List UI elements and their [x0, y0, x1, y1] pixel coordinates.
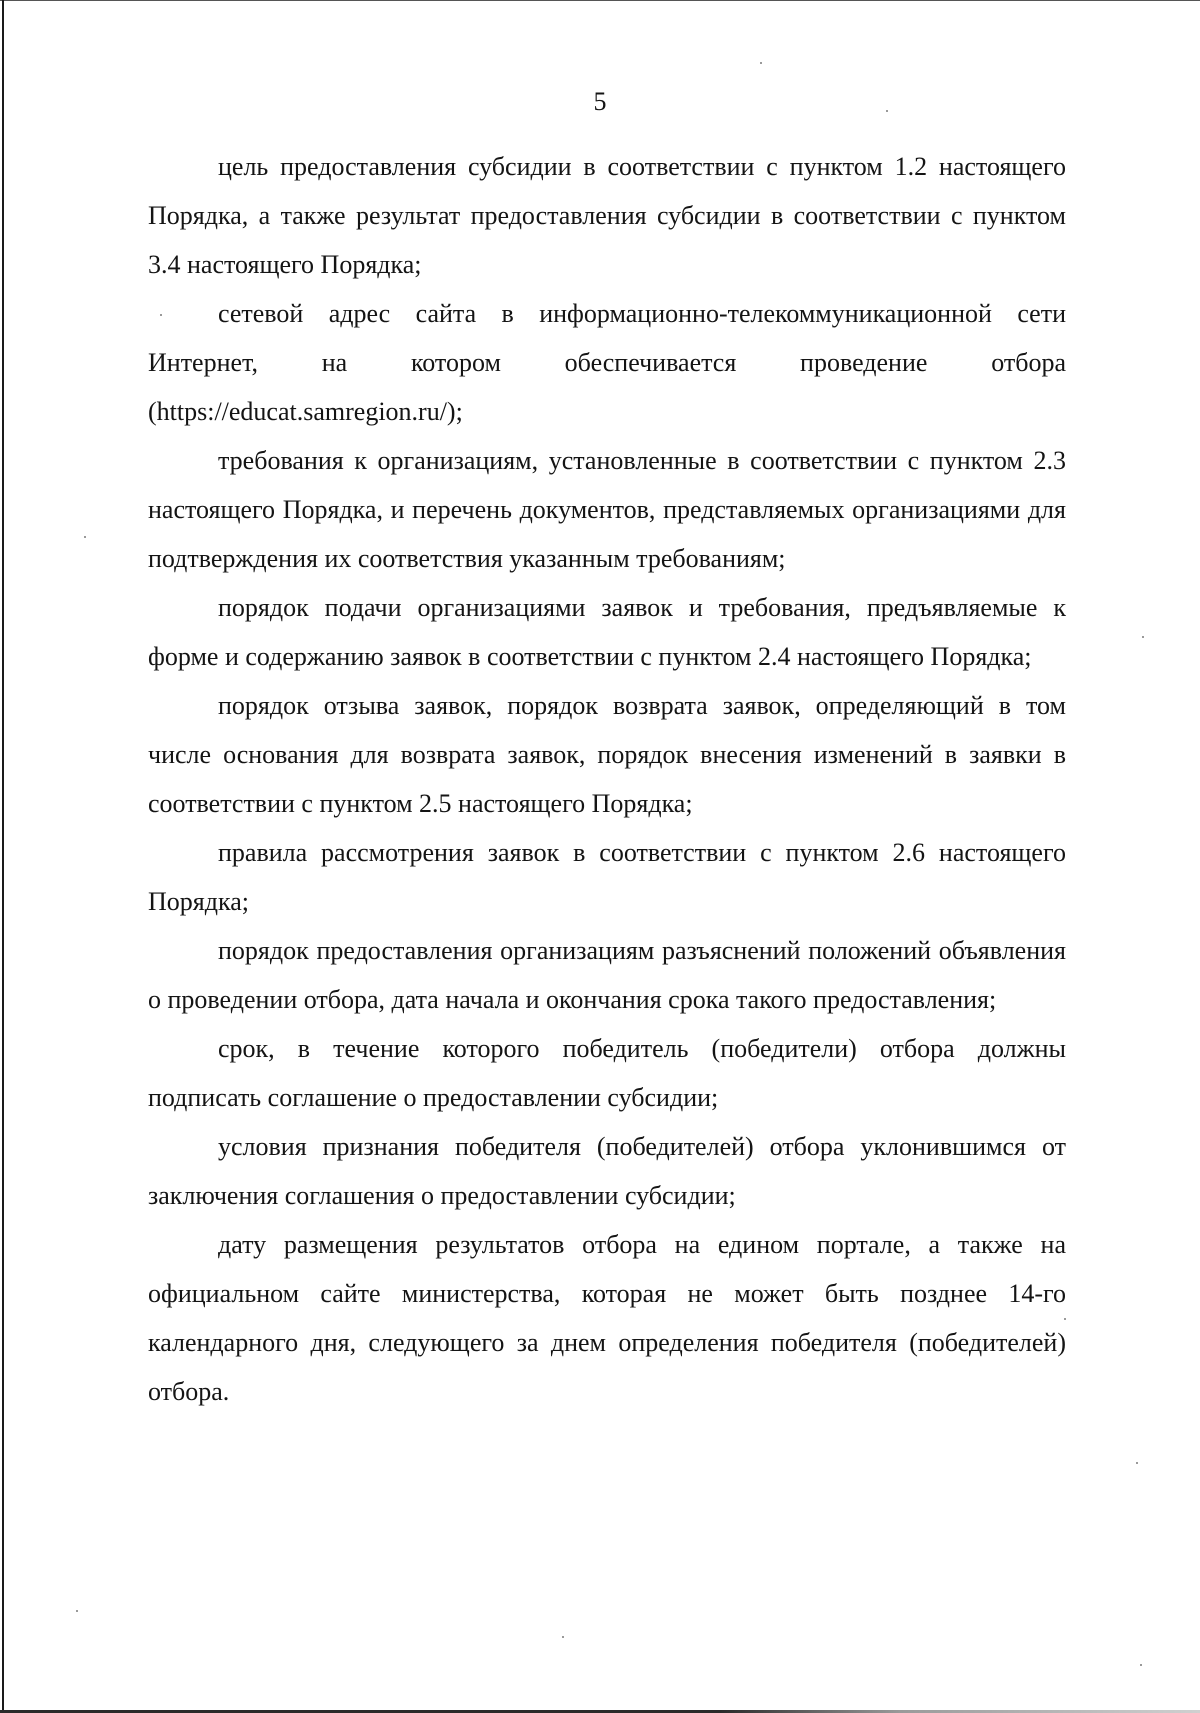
paragraph-application-withdrawal: порядок отзыва заявок, порядок возврата заявок, определяющий в том числе основания для возврата заявок, порядок внесения изменений в заявки в соответствии с пунктом 2.5 настоящего Порядка;	[148, 691, 1066, 818]
scan-speck	[84, 536, 86, 538]
paragraph-results-publication: дату размещения результатов отбора на едином портале, а также на официальном сайте министерства, которая не может быть позднее 14-го календарного дня, следующего за днем определения победителя (победителей) отбора.	[148, 1230, 1066, 1406]
paragraph-website-address: сетевой адрес сайта в информационно-телекоммуникационной сети Интернет, на котором обеспечивается проведение отбора (https://educat.samregion.ru/);	[148, 299, 1066, 426]
scan-speck	[76, 1610, 78, 1612]
scan-speck	[1140, 1664, 1142, 1666]
paragraph-agreement-deadline: срок, в течение которого победитель (победители) отбора должны подписать соглашение о предоставлении субсидии;	[148, 1034, 1066, 1112]
document-body	[148, 142, 1066, 1416]
scan-left-edge	[2, 0, 4, 1713]
scan-speck	[562, 1636, 564, 1638]
page-number: 5	[593, 87, 607, 116]
scan-speck	[1136, 1462, 1138, 1464]
paragraph-clarifications: порядок предоставления организациям разъяснений положений объявления о проведении отбора, дата начала и окончания срока такого предоставления;	[148, 936, 1066, 1014]
scan-top-edge	[0, 0, 1200, 1]
paragraph-organization-requirements: требования к организациям, установленные в соответствии с пунктом 2.3 настоящего Порядка, и перечень документов, представляемых организациями для подтверждения их соответствия указанным требованиям;	[148, 446, 1066, 573]
scan-speck	[760, 62, 762, 64]
scan-speck	[1142, 636, 1144, 638]
paragraph-subsidy-purpose: цель предоставления субсидии в соответствии с пунктом 1.2 настоящего Порядка, а также результат предоставления субсидии в соответствии с пунктом 3.4 настоящего Порядка;	[148, 152, 1066, 279]
paragraph-application-submission: порядок подачи организациями заявок и требования, предъявляемые к форме и содержанию заявок в соответствии с пунктом 2.4 настоящего Порядка;	[148, 593, 1066, 671]
paragraph-evasion-conditions: условия признания победителя (победителей) отбора уклонившимся от заключения соглашения о предоставлении субсидии;	[148, 1132, 1066, 1210]
paragraph-review-rules: правила рассмотрения заявок в соответствии с пунктом 2.6 настоящего Порядка;	[148, 838, 1066, 916]
